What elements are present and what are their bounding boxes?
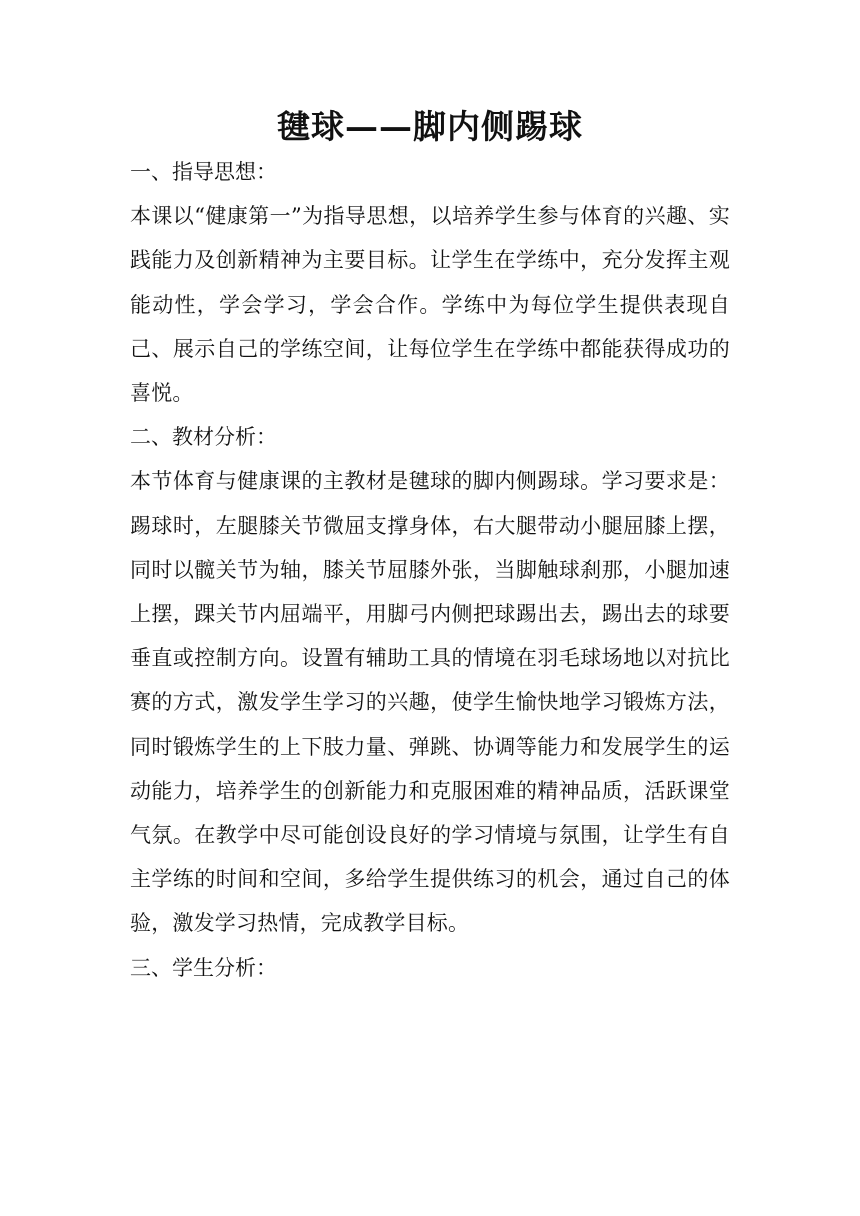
document-page xyxy=(130,104,730,990)
section-heading-material-analysis: 二、教材分析： xyxy=(130,425,277,450)
section-heading-student-analysis: 三、学生分析： xyxy=(130,955,277,980)
section-heading-guiding-idea: 一、指导思想： xyxy=(130,160,277,184)
section-body-guiding-idea: 本课以“健康第一”为指导思想，以培养学生参与体育的兴趣、实践能力及创新精神为主要目标。让学生在学练中，充分发挥主观能动性，学会学习，学会合作。学练中为每位学生提供表现自己、展示自己的学练空间，让每位学生在学练中都能获得成功的喜悦。 xyxy=(130,204,730,406)
section-body-material-analysis: 本节体育与健康课的主教材是毽球的脚内侧踢球。学习要求是：踢球时，左腿膝关节微屈支撑身体，右大腿带动小腿屈膝上摆，同时以髋关节为轴，膝关节屈膝外张，当脚触球刹那，小腿加速上摆，踝关节内屈端平，用脚弓内侧把球踢出去，踢出去的球要垂直或控制方向。设置有辅助工具的情境在羽毛球场地以对抗比赛的方式，激发学生学习的兴趣，使学生愉快地学习锻炼方法，同时锻炼学生的上下肢力量、弹跳、协调等能力和发展学生的运动能力，培养学生的创新能力和克服困难的精神品质，活跃课堂气氛。在教学中尽可能创设良好的学习情境与氛围，让学生有自主学练的时间和空间，多给学生提供练习的机会，通过自己的体验，激发学习热情，完成教学目标。 xyxy=(130,469,730,936)
document-title: 毽球——脚内侧踢球 xyxy=(277,107,583,146)
